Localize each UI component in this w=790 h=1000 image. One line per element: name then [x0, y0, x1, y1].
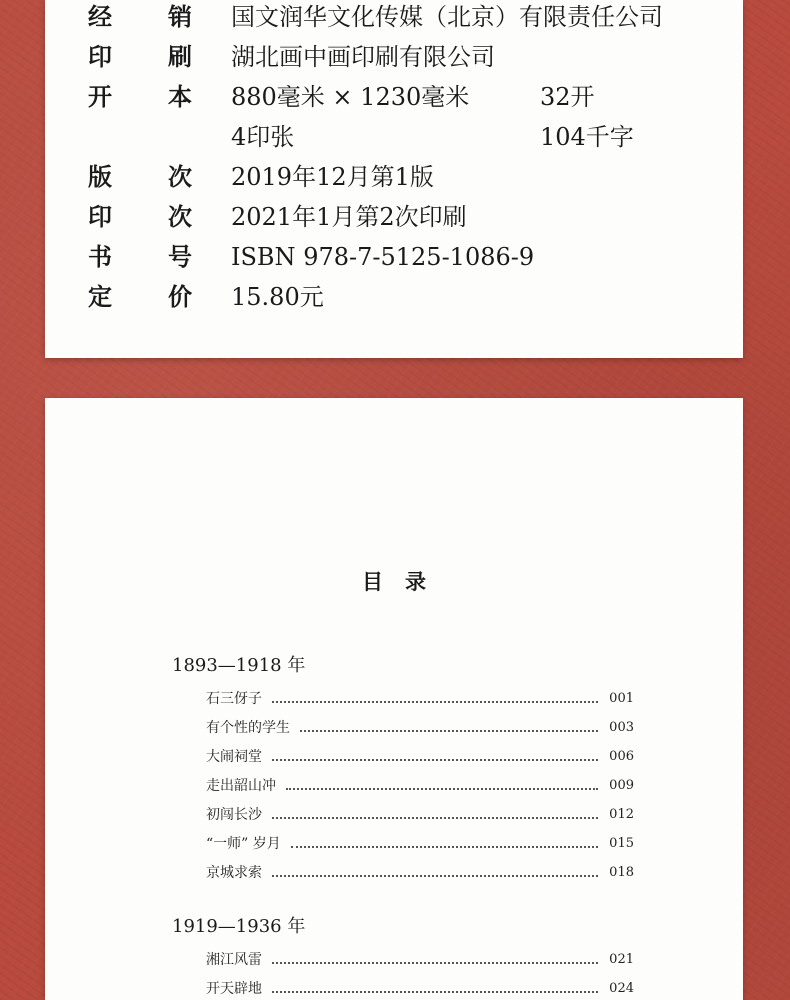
toc-entry-page: 015 [609, 835, 634, 851]
toc-entry-page: 021 [609, 951, 634, 967]
copyright-value: ISBN 978-7-5125-1086-9 [231, 243, 535, 271]
toc-dot-leader [272, 962, 598, 964]
toc-entry-title: 有个性的学生 [206, 720, 290, 736]
toc-entry[interactable] [206, 978, 634, 998]
toc-title: 目录 [362, 570, 448, 594]
toc-entry[interactable] [206, 717, 634, 737]
toc-entry-title: 大闹祠堂 [206, 749, 262, 765]
toc-entry-page: 009 [609, 777, 634, 793]
toc-dot-leader [272, 759, 598, 761]
copyright-value: 2019年12月第1版 [231, 163, 434, 191]
toc-entry[interactable] [206, 804, 634, 824]
copyright-label: 书 [88, 243, 112, 271]
copyright-page [45, 0, 743, 358]
toc-entry[interactable] [206, 833, 634, 853]
toc-entry-page: 012 [609, 806, 634, 822]
copyright-value: 4印张 [231, 123, 295, 151]
copyright-label: 次 [168, 203, 192, 231]
toc-dot-leader [272, 991, 598, 993]
toc-entry[interactable] [206, 775, 634, 795]
copyright-label: 销 [168, 3, 192, 31]
toc-dot-leader [272, 701, 598, 703]
table-of-contents-page [45, 398, 743, 1000]
copyright-label: 本 [168, 83, 192, 111]
toc-entry-page: 001 [609, 690, 634, 706]
copyright-value: 湖北画中画印刷有限公司 [231, 43, 495, 71]
copyright-value: 国文润华文化传媒（北京）有限责任公司 [231, 3, 663, 31]
toc-entry-page: 006 [609, 748, 634, 764]
toc-entry-page: 018 [609, 864, 634, 880]
toc-section-title: 1919—1936 年 [172, 916, 306, 937]
copyright-value: 15.80元 [231, 283, 324, 311]
toc-dot-leader [272, 875, 598, 877]
copyright-extra: 104千字 [540, 123, 634, 151]
toc-dot-leader [286, 788, 598, 790]
copyright-extra: 32开 [540, 83, 595, 111]
toc-dot-leader [272, 817, 598, 819]
toc-entry-title: 石三伢子 [206, 691, 262, 707]
toc-dot-leader [300, 730, 598, 732]
copyright-label: 价 [168, 283, 192, 311]
copyright-label: 开 [88, 83, 112, 111]
copyright-label: 次 [168, 163, 192, 191]
toc-dot-leader [291, 846, 598, 848]
toc-entry-title: 走出韶山冲 [206, 778, 276, 794]
toc-entry[interactable] [206, 949, 634, 969]
copyright-value: 2021年1月第2次印刷 [231, 203, 467, 231]
toc-entry[interactable] [206, 862, 634, 882]
toc-entry-title: 京城求索 [206, 865, 262, 881]
copyright-label: 号 [168, 243, 192, 271]
copyright-value: 880毫米 × 1230毫米 [231, 83, 470, 111]
toc-entry-page: 024 [609, 980, 634, 996]
toc-section-title: 1893—1918 年 [172, 655, 306, 676]
copyright-label: 版 [88, 163, 112, 191]
copyright-label: 印 [88, 43, 112, 71]
toc-entry-title: “一师” 岁月 [206, 836, 281, 852]
copyright-label: 印 [88, 203, 112, 231]
toc-entry-page: 003 [609, 719, 634, 735]
toc-entry-title: 初闯长沙 [206, 807, 262, 823]
toc-entry-title: 开天辟地 [206, 981, 262, 997]
copyright-label: 定 [88, 283, 112, 311]
toc-entry[interactable] [206, 688, 634, 708]
copyright-label: 经 [88, 3, 112, 31]
toc-entry[interactable] [206, 746, 634, 766]
toc-entry-title: 湘江风雷 [206, 952, 262, 968]
copyright-label: 刷 [168, 43, 192, 71]
